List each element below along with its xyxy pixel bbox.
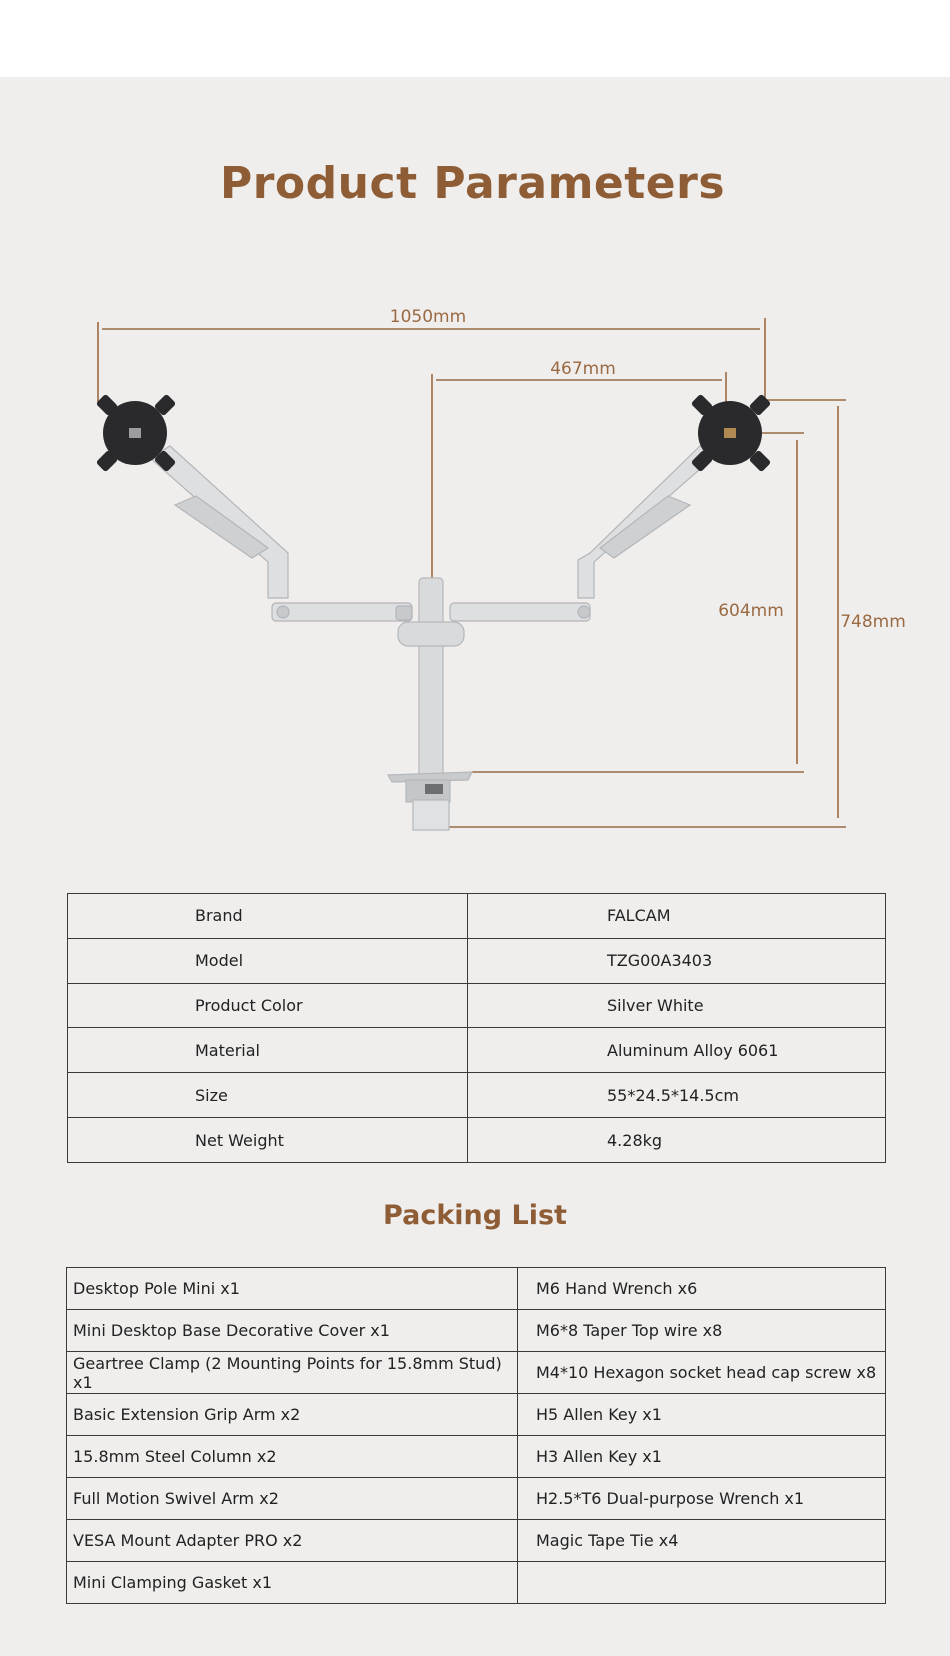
- table-row: [67, 1268, 886, 1310]
- param-label: Net Weight: [68, 1118, 468, 1163]
- right-vesa-plate: [691, 394, 772, 473]
- packing-item: Full Motion Swivel Arm x2: [67, 1478, 518, 1520]
- table-row: [68, 1073, 886, 1118]
- param-label: Product Color: [68, 983, 468, 1028]
- packing-item: H5 Allen Key x1: [518, 1394, 886, 1436]
- param-value: Aluminum Alloy 6061: [468, 1028, 886, 1073]
- param-label: Material: [68, 1028, 468, 1073]
- dim-total-width: 1050mm: [389, 307, 467, 327]
- dim-arm-reach: 467mm: [550, 359, 616, 379]
- packing-item: Desktop Pole Mini x1: [67, 1268, 518, 1310]
- packing-item: Magic Tape Tie x4: [518, 1520, 886, 1562]
- packing-item: Mini Clamping Gasket x1: [67, 1562, 518, 1604]
- packing-item: Geartree Clamp (2 Mounting Points for 15.8mm Stud) x1: [67, 1352, 518, 1394]
- packing-item: M6 Hand Wrench x6: [518, 1268, 886, 1310]
- table-row: [68, 938, 886, 983]
- packing-item: Mini Desktop Base Decorative Cover x1: [67, 1310, 518, 1352]
- packing-item: VESA Mount Adapter PRO x2: [67, 1520, 518, 1562]
- table-row: [67, 1394, 886, 1436]
- table-row: [67, 1562, 886, 1604]
- packing-item: 15.8mm Steel Column x2: [67, 1436, 518, 1478]
- table-row: [67, 1310, 886, 1352]
- right-arm: [450, 446, 715, 621]
- table-row: [67, 1352, 886, 1394]
- table-row: [68, 894, 886, 939]
- packing-item: Basic Extension Grip Arm x2: [67, 1394, 518, 1436]
- table-row: [68, 983, 886, 1028]
- param-label: Size: [68, 1073, 468, 1118]
- left-arm: [150, 446, 412, 621]
- param-label: Brand: [68, 894, 468, 939]
- param-value: Silver White: [468, 983, 886, 1028]
- page-title: Product Parameters: [219, 158, 726, 209]
- table-row: [68, 1118, 886, 1163]
- packing-item: H2.5*T6 Dual-purpose Wrench x1: [518, 1478, 886, 1520]
- table-row: [68, 1028, 886, 1073]
- packing-list-title: Packing List: [383, 1200, 567, 1231]
- dim-total-height: 748mm: [840, 612, 906, 632]
- packing-item: M4*10 Hexagon socket head cap screw x8: [518, 1352, 886, 1394]
- param-value: 4.28kg: [468, 1118, 886, 1163]
- packing-item: [518, 1562, 886, 1604]
- dimension-lines: [98, 318, 846, 827]
- table-row: [67, 1520, 886, 1562]
- param-value: FALCAM: [468, 894, 886, 939]
- param-value: 55*24.5*14.5cm: [468, 1073, 886, 1118]
- packing-item: H3 Allen Key x1: [518, 1436, 886, 1478]
- left-vesa-plate: [96, 394, 177, 473]
- table-row: [67, 1436, 886, 1478]
- packing-item: M6*8 Taper Top wire x8: [518, 1310, 886, 1352]
- monitor-arm-diagram: [0, 290, 950, 850]
- dim-vesa-height: 604mm: [718, 601, 784, 621]
- parameters-table: [67, 893, 886, 1163]
- packing-list-table: [66, 1267, 886, 1604]
- param-value: TZG00A3403: [468, 938, 886, 983]
- param-label: Model: [68, 938, 468, 983]
- table-row: [67, 1478, 886, 1520]
